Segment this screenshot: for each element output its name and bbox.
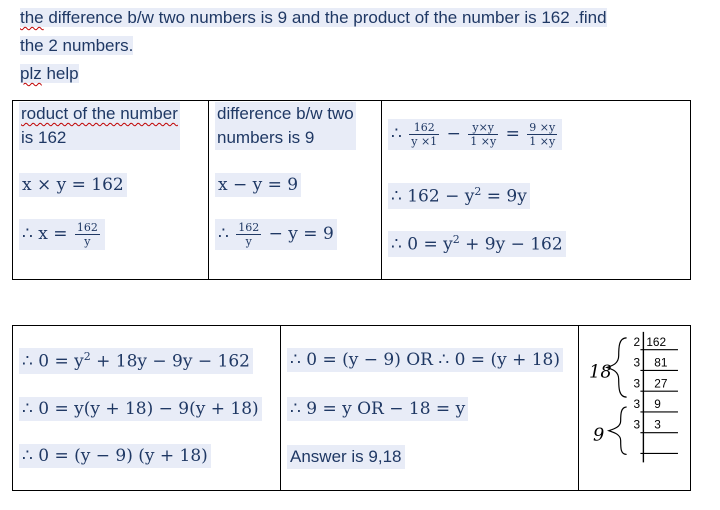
x-equals-fraction — [19, 219, 105, 250]
equation-rhs: + 9y − 162 — [459, 234, 563, 255]
question-line-2-text: the 2 numbers. — [20, 36, 134, 55]
brace-9-icon — [609, 407, 627, 454]
product-header — [19, 102, 180, 150]
fraction-denominator: 1 ×y — [470, 135, 497, 148]
question-first-word: the — [20, 8, 44, 27]
handwritten-9: 9 — [593, 424, 605, 446]
roots-equation: ∴ 9 = y OR − 18 = y — [287, 397, 468, 421]
roots-cell — [281, 326, 579, 491]
fraction-numerator: 162 — [409, 121, 439, 135]
fraction-2 — [468, 121, 498, 148]
equation-rhs: + 18y − 9y − 162 — [90, 351, 250, 372]
question-line-3 — [20, 60, 700, 88]
fraction-numerator: 9 ×y — [529, 121, 556, 134]
fraction-denominator: y ×1 — [411, 135, 438, 148]
fraction-denominator: y — [245, 235, 252, 248]
working-cell — [382, 101, 691, 280]
simplified-equation — [388, 183, 530, 209]
split-middle-term-equation — [19, 348, 253, 374]
exponent: 2 — [452, 233, 460, 246]
product-header-line-2: is 162 — [21, 128, 67, 147]
grouping-equation: ∴ 0 = y(y + 18) − 9(y + 18) — [19, 397, 262, 421]
fraction-162-over-y — [75, 221, 100, 248]
difference-cell — [209, 101, 382, 280]
zero-product-equation: ∴ 0 = (y − 9) OR ∴ 0 = (y + 18) — [287, 348, 563, 372]
difference-header-line-2: numbers is 9 — [217, 128, 315, 147]
ladder-divisor: 3 — [633, 417, 641, 432]
fraction-162-over-y — [236, 221, 261, 248]
ladder-value: 81 — [654, 355, 668, 370]
therefore-symbol: ∴ — [218, 224, 229, 244]
substituted-equation — [215, 219, 337, 250]
product-cell — [13, 101, 209, 280]
question-text — [20, 4, 700, 88]
exponent: 2 — [83, 350, 91, 363]
question-line-3-rest: help — [41, 64, 79, 83]
product-header-line-1: roduct of the number — [21, 104, 178, 123]
ladder-divisor: 3 — [633, 397, 641, 411]
solution-table-2 — [12, 325, 691, 491]
x-equals-label: ∴ x = — [22, 224, 68, 244]
question-line-1-rest: difference b/w two numbers is 9 and the product of the number is 162 .find — [43, 8, 607, 27]
equation-lhs: ∴ 162 − y — [391, 186, 475, 207]
fraction-1 — [409, 121, 439, 148]
fraction-denominator: y — [84, 235, 91, 248]
quadratic-equation — [388, 231, 566, 257]
difference-header — [215, 102, 356, 150]
therefore-symbol: ∴ — [391, 124, 402, 144]
ladder-value: 9 — [654, 397, 661, 411]
fraction-numerator: 162 — [76, 221, 98, 234]
ladder-divisor: 3 — [633, 355, 641, 370]
fraction-numerator: y×y — [468, 121, 498, 135]
ladder-value: 162 — [646, 334, 667, 349]
solution-table-1 — [12, 100, 691, 280]
question-line-2 — [20, 32, 700, 60]
product-equation: x × y = 162 — [19, 173, 127, 197]
handwritten-18: 18 — [589, 361, 612, 383]
minus-y-equals-9: − y = 9 — [268, 224, 334, 244]
prime-factor-cell — [579, 326, 691, 491]
exponent: 2 — [474, 185, 482, 198]
equation-rhs: = 9y — [481, 186, 527, 207]
difference-equation: x − y = 9 — [215, 173, 301, 197]
handwritten-factorization — [579, 326, 690, 490]
question-line-1 — [20, 4, 700, 32]
factoring-cell — [13, 326, 281, 491]
ladder-divisor: 3 — [633, 376, 641, 391]
difference-header-line-1: difference b/w two — [217, 104, 354, 123]
equation-lhs: ∴ 0 = y — [22, 351, 84, 372]
ladder-value: 3 — [654, 417, 661, 432]
answer-text: Answer is 9,18 — [287, 445, 405, 469]
factored-equation: ∴ 0 = (y − 9) (y + 18) — [19, 444, 211, 468]
minus-sign: − — [446, 124, 461, 144]
common-denominator-equation — [388, 119, 562, 150]
question-plz-word: plz — [20, 64, 42, 83]
ladder-divisor: 2 — [633, 334, 641, 349]
fraction-numerator: 162 — [238, 221, 260, 234]
equation-lhs: ∴ 0 = y — [391, 234, 453, 255]
fraction-denominator: 1 ×y — [529, 135, 556, 148]
equals-sign: = — [505, 124, 520, 144]
fraction-3 — [527, 121, 557, 148]
ladder-value: 27 — [654, 376, 668, 391]
